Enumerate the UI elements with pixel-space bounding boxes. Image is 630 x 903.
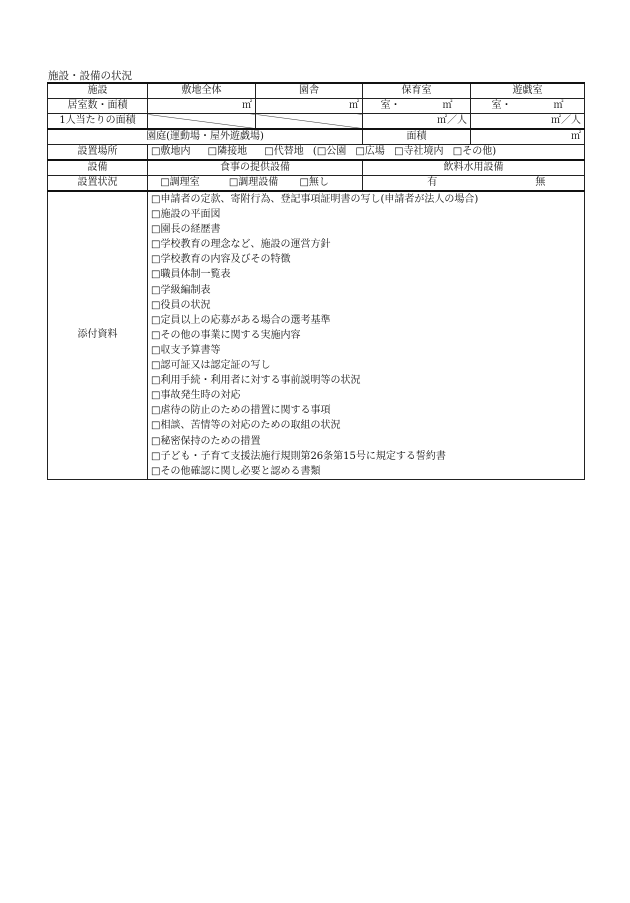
garden-area-field[interactable] <box>471 129 585 145</box>
diagonal-cell <box>256 114 363 130</box>
checkbox-other[interactable]: □その他) <box>452 146 497 157</box>
garden-label: 園庭(運動場・屋外遊戯場) <box>48 129 363 145</box>
unit-m2: ㎡ <box>442 100 453 111</box>
location-label: 設置場所 <box>48 145 148 161</box>
per-person-label: 1人当たりの面積 <box>48 114 148 130</box>
attachment-item[interactable]: □その他の事業に関する実施内容 <box>151 329 301 341</box>
water-equipment-label: 飲料水用設備 <box>363 160 585 176</box>
attachment-item[interactable]: □秘密保持のための措置 <box>151 435 261 447</box>
garden-area-label: 面積 <box>363 129 471 145</box>
attachment-item[interactable]: □申請者の定款、寄附行為、登記事項証明書の写し(申請者が法人の場合) <box>151 194 479 205</box>
attachment-item[interactable]: □施設の平面図 <box>151 209 221 221</box>
attachment-item[interactable]: □学校教育の内容及びその特徴 <box>151 254 291 266</box>
unit-m2: ㎡ <box>349 100 359 111</box>
attachment-item[interactable]: □学級編制表 <box>151 284 211 296</box>
garden-row <box>48 129 585 145</box>
checkbox-kitchen-equipment[interactable]: □調理設備 <box>228 177 279 188</box>
header-nursery-room: 保育室 <box>363 83 471 99</box>
attachment-item[interactable]: □虐待の防止のための措置に関する事項 <box>151 405 331 417</box>
meal-install-options <box>148 176 363 192</box>
header-play-room: 遊戯室 <box>471 83 585 99</box>
header-facility: 施設 <box>48 83 148 99</box>
attachments-row <box>48 191 585 479</box>
unit-m2: ㎡ <box>571 131 581 142</box>
attachment-item[interactable]: □定員以上の応募がある場合の選考基準 <box>151 314 331 326</box>
checkbox-alternative[interactable]: □代替地 <box>264 146 304 157</box>
attachment-item[interactable]: □事故発生時の対応 <box>151 390 241 402</box>
option-no[interactable]: 無 <box>535 177 546 188</box>
attachment-item[interactable]: □認可証又は認定証の写し <box>151 360 271 372</box>
rooms-area-row <box>48 99 585 114</box>
play-room-field[interactable] <box>471 99 585 114</box>
play-per-person-field[interactable] <box>471 114 585 130</box>
unit-per-person: ㎡／人 <box>437 115 467 126</box>
header-row <box>48 83 585 99</box>
unit-m2: ㎡ <box>553 100 564 111</box>
attachment-item[interactable]: □利用手続・利用者に対する事前説明等の状況 <box>151 375 361 387</box>
nursery-per-person-field[interactable] <box>363 114 471 130</box>
attachment-item[interactable]: □園長の経歴書 <box>151 224 221 236</box>
header-building: 園舎 <box>256 83 363 99</box>
water-install-options <box>363 176 585 192</box>
checkbox-on-site[interactable]: □敷地内 <box>151 146 191 157</box>
attachment-item[interactable]: □子ども・子育て支援法施行規則第26条第15号に規定する誓約書 <box>151 450 446 462</box>
checkbox-kitchen[interactable]: □調理室 <box>160 177 200 188</box>
location-options <box>148 145 585 161</box>
equipment-label: 設備 <box>48 160 148 176</box>
unit-per-person: ㎡／人 <box>551 115 581 126</box>
location-row <box>48 145 585 161</box>
checkbox-none[interactable]: □無し <box>299 177 329 188</box>
room-unit: 室・ <box>380 100 401 111</box>
rooms-area-label: 居室数・面積 <box>48 99 148 114</box>
install-row <box>48 176 585 192</box>
checkbox-square[interactable]: □広場 <box>355 146 385 157</box>
attachment-item[interactable]: □その他確認に関し必要と認める書類 <box>151 465 321 477</box>
option-yes[interactable]: 有 <box>427 177 438 188</box>
checkbox-temple[interactable]: □寺社境内 <box>394 146 444 157</box>
attachment-item[interactable]: □相談、苦情等の対応のための取組の状況 <box>151 420 341 432</box>
nursery-room-field[interactable] <box>363 99 471 114</box>
building-area-field[interactable] <box>256 99 363 114</box>
meal-equipment-label: 食事の提供設備 <box>148 160 363 176</box>
attachments-label: 添付資料 <box>48 191 148 479</box>
per-person-row <box>48 114 585 130</box>
attachments-list <box>148 191 585 479</box>
room-unit: 室・ <box>491 100 512 111</box>
facility-table <box>47 82 585 480</box>
attachment-item[interactable]: □収支予算書等 <box>151 344 221 356</box>
unit-m2: ㎡ <box>242 100 252 111</box>
attachment-item[interactable]: □学校教育の理念など、施設の運営方針 <box>151 239 331 251</box>
equipment-row <box>48 160 585 176</box>
checkbox-adjacent[interactable]: □隣接地 <box>207 146 248 157</box>
install-label: 設置状況 <box>48 176 148 192</box>
attachment-item[interactable]: □役員の状況 <box>151 299 211 311</box>
checkbox-park[interactable]: (□公園 <box>312 146 347 157</box>
attachment-item[interactable]: □職員体制一覧表 <box>151 269 231 281</box>
diagonal-cell <box>148 114 256 130</box>
header-site-total: 敷地全体 <box>148 83 256 99</box>
site-area-field[interactable] <box>148 99 256 114</box>
section-title: 施設・設備の状況 <box>48 70 132 82</box>
